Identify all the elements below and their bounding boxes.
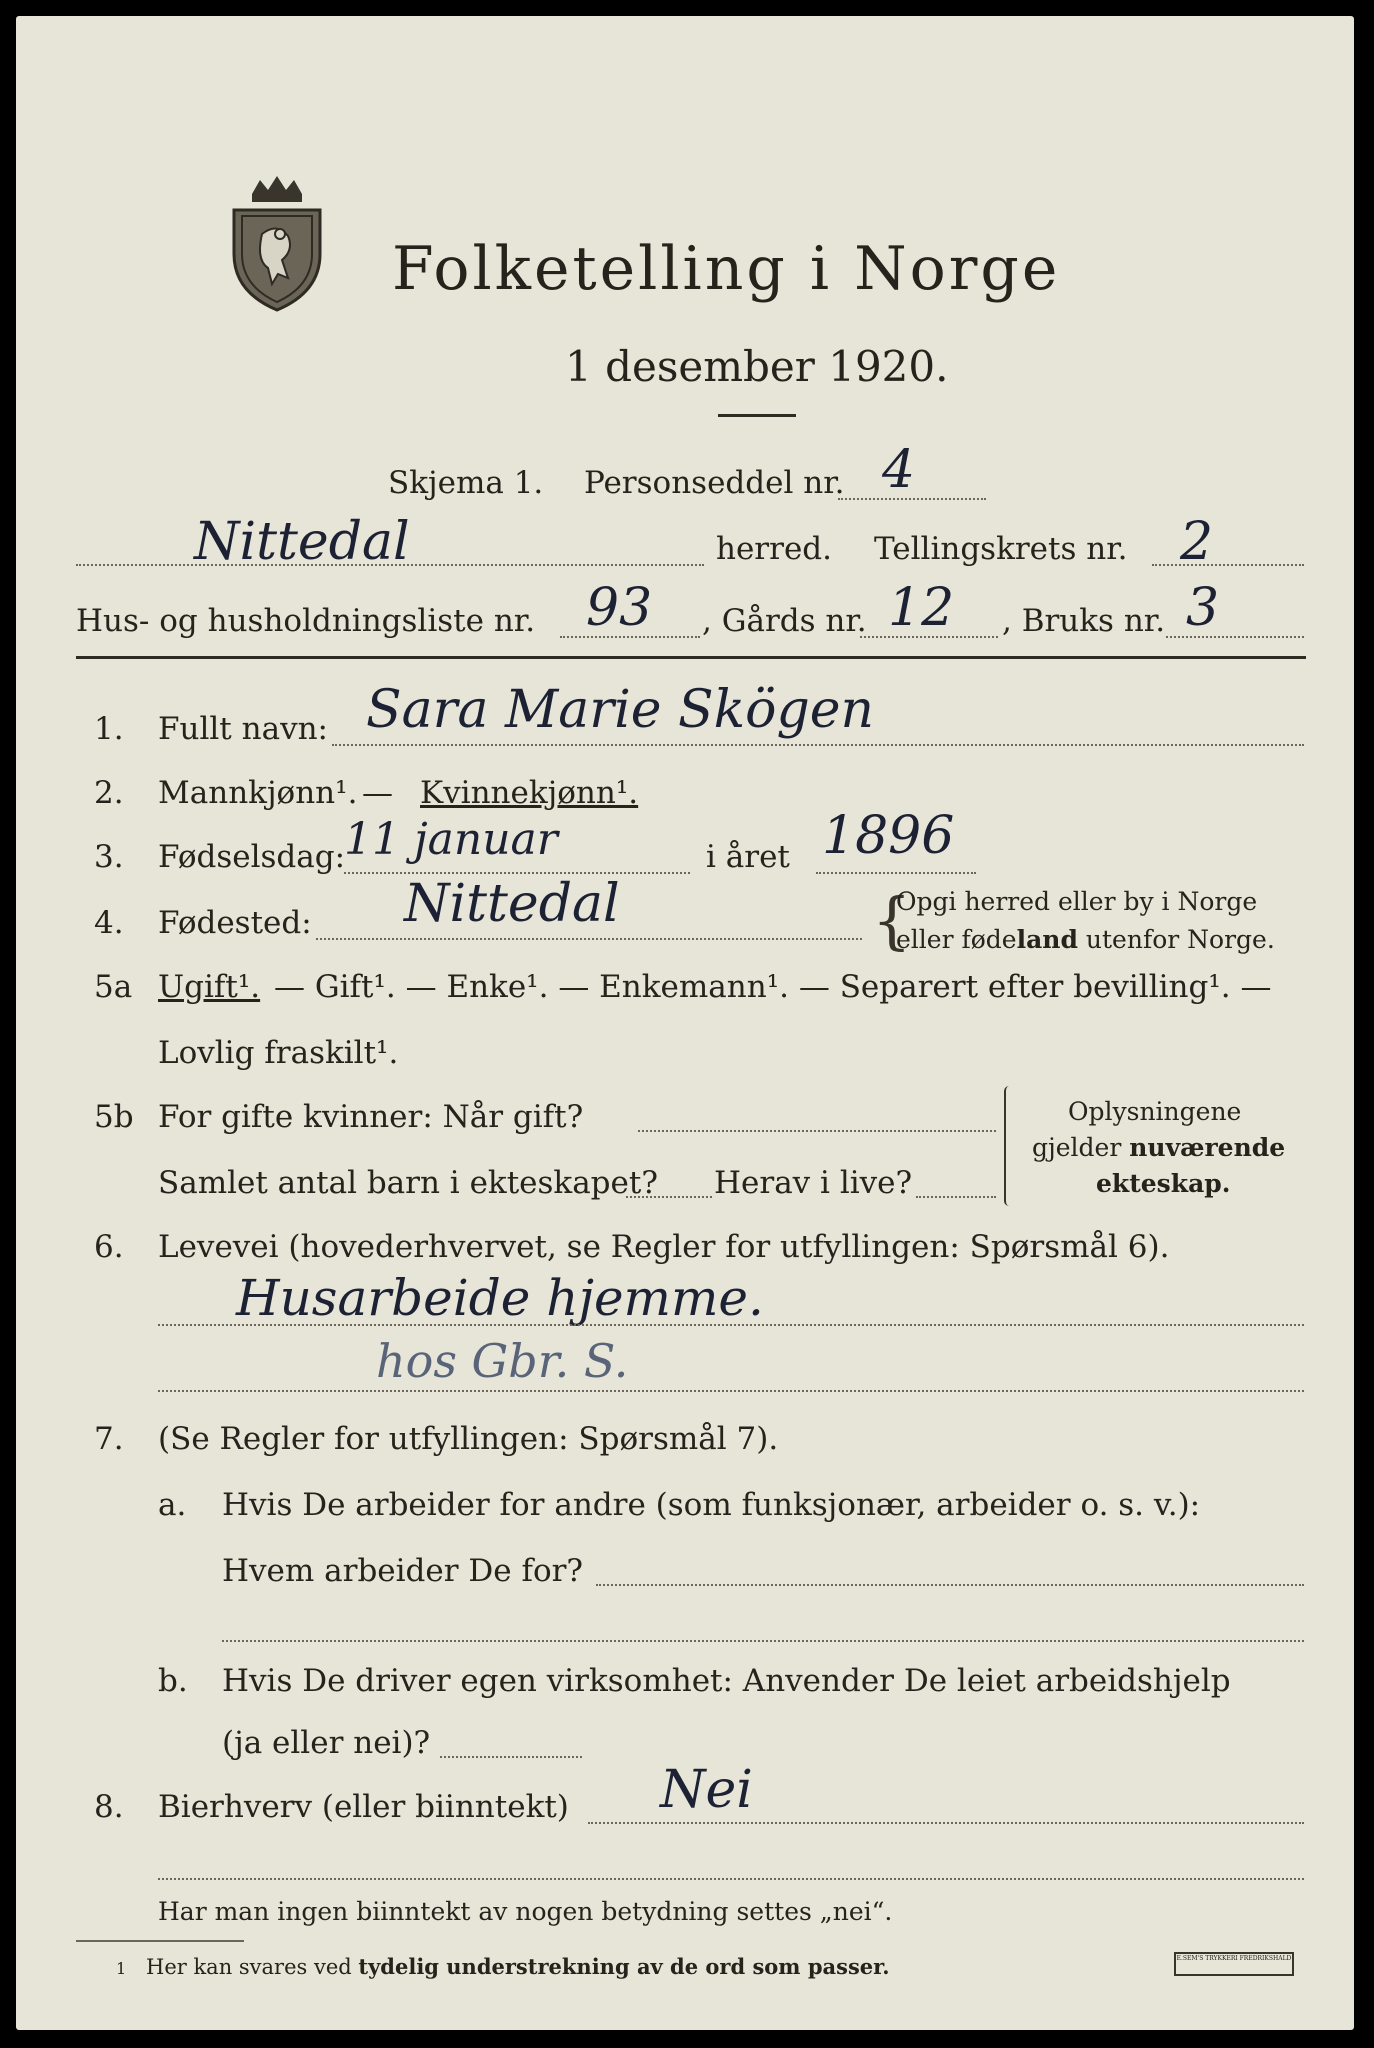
tellingskrets-label: Tellingskrets nr. (874, 531, 1128, 567)
title-divider (718, 414, 796, 417)
q7a-letter: a. (158, 1487, 187, 1523)
footer-nei-note: Har man ingen biinntekt av nogen betydning settes „nei“. (158, 1897, 893, 1926)
bruks-label: , Bruks nr. (1002, 603, 1166, 639)
herred-value: Nittedal (194, 512, 410, 572)
q3-birth-year: 1896 (822, 806, 955, 866)
q1-number: 1. (94, 711, 124, 747)
q5a-number: 5a (94, 969, 133, 1005)
header-divider (76, 656, 1306, 659)
q8-dots (588, 1822, 1304, 1824)
q2-separator: — (362, 775, 393, 811)
footnote-divider (76, 1940, 244, 1942)
skjema-label: Skjema 1. (388, 465, 544, 501)
gards-value: 12 (888, 578, 955, 638)
q7b-dots (440, 1756, 582, 1758)
coat-of-arms-icon (222, 174, 332, 314)
q5a-options: — Gift¹. — Enke¹. — Enkemann¹. — Separert efter bevilling¹. — (274, 969, 1272, 1005)
q5b-label-children: Samlet antal barn i ekteskapet? (158, 1165, 658, 1201)
form-date: 1 desember 1920. (565, 342, 949, 391)
q7a-text: Hvis De arbeider for andre (som funksjonær, arbeider o. s. v.): (222, 1487, 1201, 1523)
q1-full-name: Sara Marie Skögen (366, 680, 875, 740)
printer-mark: E.SEM'S TRYKKERI FREDRIKSHALD (1174, 1952, 1294, 1976)
tellingskrets-value: 2 (1180, 512, 1214, 572)
q3-label: Fødselsdag: (158, 839, 346, 875)
census-form (16, 16, 1354, 2030)
q7b-letter: b. (158, 1663, 188, 1699)
q4-note-line1: Opgi herred eller by i Norge (896, 887, 1258, 916)
footnote-mark: 1 (116, 1959, 127, 1978)
q4-brace: { (872, 884, 912, 957)
q7-number: 7. (94, 1421, 124, 1457)
q1-dots (332, 744, 1304, 746)
q8-value: Nei (660, 1760, 753, 1820)
q5b-children-dots (626, 1196, 712, 1198)
q6-dots-2 (158, 1390, 1304, 1392)
gards-label: , Gårds nr. (702, 603, 867, 639)
q2-number: 2. (94, 775, 124, 811)
herred-label: herred. (716, 531, 832, 567)
q7-label: (Se Regler for utfyllingen: Spørsmål 7). (158, 1421, 779, 1457)
q5b-number: 5b (94, 1099, 134, 1135)
q5b-note-line2: gjelder nuværende (1032, 1133, 1286, 1162)
hus-label: Hus- og husholdningsliste nr. (76, 603, 536, 639)
q6-occupation-note: hos Gbr. S. (376, 1334, 629, 1388)
q3-year-label: i året (706, 839, 790, 875)
q5b-note-line1: Oplysningene (1068, 1097, 1242, 1126)
q5a-fraskilt: Lovlig fraskilt¹. (158, 1035, 399, 1071)
q5a-ugift-underlined: Ugift¹. (158, 969, 261, 1005)
q7a-dots-1 (596, 1584, 1304, 1586)
q6-label: Levevei (hovederhvervet, se Regler for utfyllingen: Spørsmål 6). (158, 1229, 1170, 1265)
q4-birthplace: Nittedal (404, 874, 620, 934)
footnote-text: Her kan svares ved tydelig understrekning av de ord som passer. (146, 1954, 890, 1979)
personseddel-label: Personseddel nr. (584, 465, 845, 501)
q4-note-line2: eller fødeland utenfor Norge. (896, 925, 1275, 954)
q8-label: Bierhverv (eller biinntekt) (158, 1789, 569, 1825)
q3-birth-day: 11 januar (344, 814, 558, 865)
q5b-alive-dots (916, 1196, 996, 1198)
q2-mannkjonn: Mannkjønn¹. (158, 775, 358, 811)
q7a-dots-2 (222, 1640, 1304, 1642)
q5b-label-married: For gifte kvinner: Når gift? (158, 1099, 584, 1135)
q4-number: 4. (94, 905, 124, 941)
q5b-brace (1004, 1086, 1014, 1206)
q8-dots-2 (158, 1878, 1304, 1880)
q6-dots-1 (158, 1324, 1304, 1326)
q7b-line2: (ja eller nei)? (222, 1725, 431, 1761)
q7a-line2: Hvem arbeider De for? (222, 1553, 584, 1589)
q7b-text: Hvis De driver egen virksomhet: Anvender De leiet arbeidshjelp (222, 1663, 1231, 1699)
q8-number: 8. (94, 1789, 124, 1825)
tellingskrets-dots (1152, 564, 1304, 566)
q6-number: 6. (94, 1229, 124, 1265)
q4-dots (316, 938, 862, 940)
q5b-married-dots (638, 1130, 996, 1132)
hus-value: 93 (586, 578, 653, 638)
q4-label: Fødested: (158, 905, 312, 941)
q2-kvinnekjonn-underlined: Kvinnekjønn¹. (420, 775, 639, 811)
bruks-value: 3 (1186, 578, 1220, 638)
form-title: Folketelling i Norge (392, 234, 1061, 304)
q3-year-dots (816, 872, 976, 874)
q5b-note-line3: ekteskap. (1096, 1169, 1231, 1198)
personseddel-value: 4 (882, 440, 916, 500)
q1-label: Fullt navn: (158, 711, 328, 747)
q5b-label-alive: Herav i live? (714, 1165, 913, 1201)
q6-occupation: Husarbeide hjemme. (236, 1269, 764, 1327)
q3-number: 3. (94, 839, 124, 875)
